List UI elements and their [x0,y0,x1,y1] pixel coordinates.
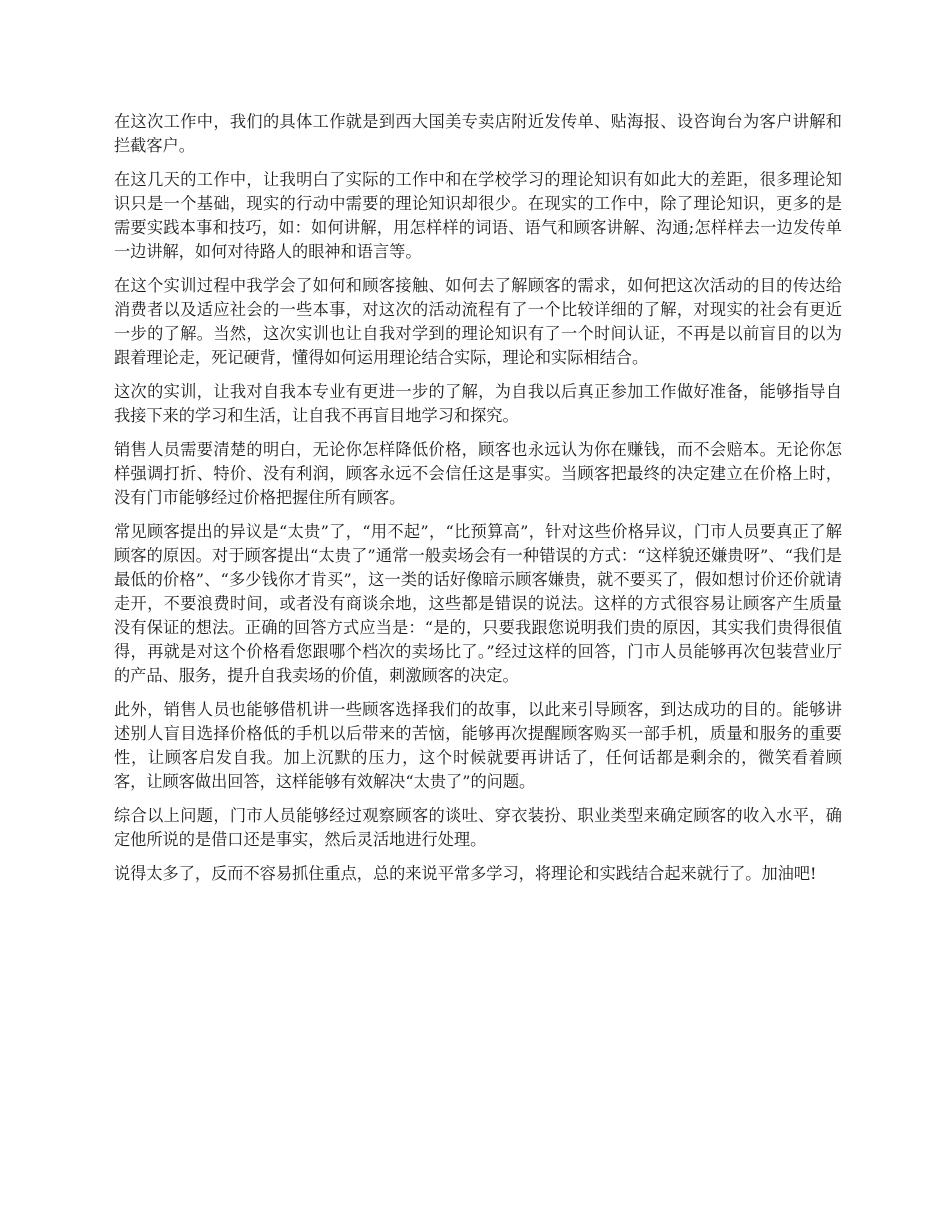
paragraph-7: 此外，销售人员也能够借机讲一些顾客选择我们的故事，以此来引导顾客，到达成功的目的。能够讲述别人盲目选择价格低的手机以后带来的苦恼，能够再次提醒顾客购买一部手机，质量和服务的重要性，让顾客启发自我。加上沉默的压力，这个时候就要再讲话了，任何话都是剩余的，微笑看着顾客，让顾客做出回答，这样能够有效解决“太贵了”的问题。 [114,700,842,791]
document-body [114,110,842,896]
paragraph-6: 常见顾客提出的异议是“太贵”了，“用不起”，“比预算高”，针对这些价格异议，门市人员要真正了解顾客的原因。对于顾客提出“太贵了”通常一般卖场会有一种错误的方式：“这样貌还嫌贵呀”、“我们是最低的价格”、“多少钱你才肯买”，这一类的话好像暗示顾客嫌贵，就不要买了，假如想讨价还价就请走开，不要浪费时间，或者没有商谈余地，这些都是错误的说法。这样的方式很容易让顾客产生质量没有保证的想法。正确的回答方式应当是：“是的，只要我跟您说明我们贵的原因，其实我们贵得很值得，再就是对这个价格看您跟哪个档次的卖场比了。”经过这样的回答，门市人员能够再次包装营业厅的产品、服务，提升自我卖场的价值，刺激顾客的决定。 [114,522,842,685]
paragraph-9: 说得太多了，反而不容易抓住重点，总的来说平常多学习，将理论和实践结合起来就行了。加油吧! [114,864,817,883]
paragraph-4: 这次的实训，让我对自我本专业有更进一步的了解，为自我以后真正参加工作做好准备，能够指导自我接下来的学习和生活，让自我不再盲目地学习和探究。 [114,382,842,425]
paragraph-5: 销售人员需要清楚的明白，无论你怎样降低价格，顾客也永远认为你在赚钱，而不会赔本。无论你怎样强调打折、特价、没有利润，顾客永远不会信任这是事实。当顾客把最终的决定建立在价格上时，没有门市能够经过价格把握住所有顾客。 [114,440,842,507]
paragraph-2: 在这几天的工作中，让我明白了实际的工作中和在学校学习的理论知识有如此大的差距，很多理论知识只是一个基础，现实的行动中需要的理论知识却很少。在现实的工作中，除了理论知识，更多的是需要实践本事和技巧，如：如何讲解，用怎样样的词语、语气和顾客讲解、沟通;怎样样去一边发传单一边讲解，如何对待路人的眼神和语言等。 [114,170,842,261]
paragraph-8: 综合以上问题，门市人员能够经过观察顾客的谈吐、穿衣装扮、职业类型来确定顾客的收入水平，确定他所说的是借口还是事实，然后灵活地进行处理。 [114,806,842,849]
paragraph-1: 在这次工作中，我们的具体工作就是到西大国美专卖店附近发传单、贴海报、设咨询台为客户讲解和拦截客户。 [114,112,842,155]
paragraph-3: 在这个实训过程中我学会了如何和顾客接触、如何去了解顾客的需求，如何把这次活动的目的传达给消费者以及适应社会的一些本事，对这次的活动流程有了一个比较详细的了解，对现实的社会有更近一步的了解。当然，这次实训也让自我对学到的理论知识有了一个时间认证，不再是以前盲目的以为跟着理论走，死记硬背，懂得如何运用理论结合实际，理论和实际相结合。 [114,276,842,367]
